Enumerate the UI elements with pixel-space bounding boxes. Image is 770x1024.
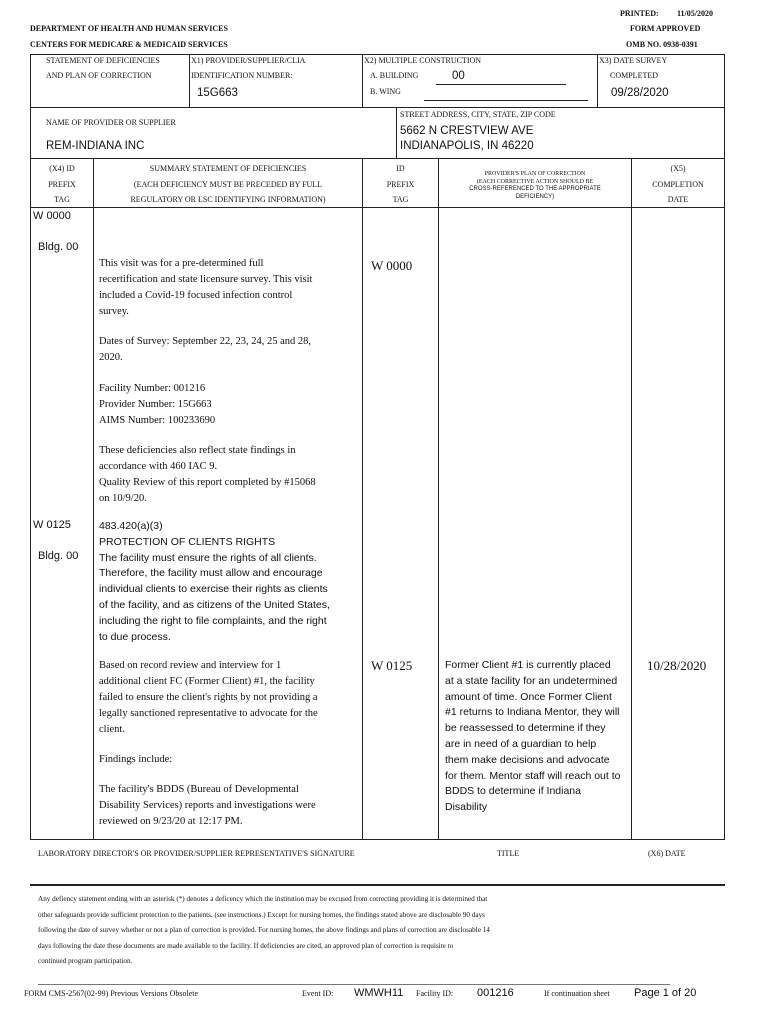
id-tag-w0000: W 0000 xyxy=(371,258,413,273)
disclosure-line-4: days following the date these documents are made available to the facility. If deficiencies are cited, an approved plan of correction is requisite to xyxy=(38,941,454,950)
plan-header-4: DEFICIENCY) xyxy=(515,193,555,200)
x5-header-3: DATE xyxy=(667,195,689,204)
department-title: DEPARTMENT OF HEALTH AND HUMAN SERVICES xyxy=(30,24,228,33)
facility-id-value: 001216 xyxy=(477,987,514,999)
state-findings: These deficiencies also reflect state findings in accordance with 460 IAC 9. xyxy=(99,445,296,472)
event-id-value: WMWH11 xyxy=(354,987,404,999)
x5-header-1: (X5) xyxy=(670,164,686,173)
plan-header-2: (EACH CORRECTIVE ACTION SHOULD BE xyxy=(476,178,594,185)
building-label: A. BUILDING xyxy=(370,71,419,80)
x1-label: X1) PROVIDER/SUPPLIER/CLIA xyxy=(191,56,306,65)
aims-number: AIMS Number: 100233690 xyxy=(99,415,216,426)
x3-label: X3) DATE SURVEY xyxy=(599,56,668,65)
building-tag-2: Bldg. 00 xyxy=(38,550,79,562)
survey-completed-date[interactable]: 09/28/2020 xyxy=(611,87,669,99)
date-label: (X6) DATE xyxy=(648,849,686,858)
form-number: FORM CMS-2567(02-99) Previous Versions Obsolete xyxy=(24,989,199,998)
finding-summary: Based on record review and interview for 1 additional client FC (Former Client) #1, the facility failed to ensure the client's rights by not providing a legally sanctioned representative to advocate for the client. xyxy=(99,660,318,735)
survey-description: This visit was for a pre-determined full recertification and state licensure survey. This visit included a Covid-19 focused infection control survey. xyxy=(99,258,313,317)
disclosure-line-5: continued program participation. xyxy=(38,957,133,966)
form-approved: FORM APPROVED xyxy=(630,24,701,33)
x1-label-2: IDENTIFICATION NUMBER: xyxy=(191,71,293,80)
disclosure-line-1: Any defiency statement ending with an asterisk (*) denotes a deficency which the institution may be excused from correcting providing it is determined that xyxy=(38,895,488,903)
quality-review: Quality Review of this report completed by #15068 on 10/9/20. xyxy=(99,477,316,504)
x4-header-3: TAG xyxy=(54,195,70,204)
regulation-title: PROTECTION OF CLIENTS RIGHTS xyxy=(99,535,276,548)
event-id-label: Event ID: xyxy=(302,989,334,998)
regulation-block xyxy=(99,519,337,645)
plan-header-1: PROVIDER'S PLAN OF CORRECTION xyxy=(484,171,586,177)
x2-label: X2) MULTIPLE CONSTRUCTION xyxy=(364,56,482,65)
x3-label-2: COMPLETED xyxy=(610,71,658,80)
deficiency-summary-1 xyxy=(99,256,321,507)
prefix-tag-w0125: W 0125 xyxy=(33,519,71,531)
survey-dates: Dates of Survey: September 22, 23, 24, 25 and 28, 2020. xyxy=(99,336,312,363)
page-number: Page 1 of 20 xyxy=(634,987,697,999)
completion-date: 10/28/2020 xyxy=(647,658,707,673)
printed-label: PRINTED: xyxy=(620,9,659,18)
id-header-2: PREFIX xyxy=(386,180,415,189)
findings-include: Findings include: xyxy=(99,754,173,765)
building-underline xyxy=(436,84,566,85)
plan-label: AND PLAN OF CORRECTION xyxy=(46,71,152,80)
signature-rule xyxy=(30,884,725,886)
regulation-text: The facility must ensure the rights of all clients. Therefore, the facility must allow and encourage individual clients to exercise their rights as clients of the facility, and as citizens of the United States, including the right to file complaints, and the right to due process. xyxy=(99,551,330,643)
summary-header-2: (EACH DEFICIENCY MUST BE PRECEDED BY FULL xyxy=(133,180,323,189)
statement-label: STATEMENT OF DEFICIENCIES xyxy=(46,56,160,65)
deficiency-summary-2 xyxy=(99,658,321,830)
signature-label: LABORATORY DIRECTOR'S OR PROVIDER/SUPPLIER REPRESENTATIVE'S SIGNATURE xyxy=(38,849,355,858)
wing-underline xyxy=(424,100,588,101)
provider-id-value[interactable]: 15G663 xyxy=(197,87,238,99)
continuation-label: If continuation sheet xyxy=(544,989,610,998)
id-header-3: TAG xyxy=(392,195,409,204)
plan-header-3: CROSS-REFERENCED TO THE APPROPRIATE xyxy=(469,186,601,192)
wing-label: B. WING xyxy=(370,87,401,96)
plan-header xyxy=(439,171,631,201)
address-line-1[interactable]: 5662 N CRESTVIEW AVE xyxy=(400,125,534,137)
id-header-1: ID xyxy=(396,164,405,173)
provider-number: Provider Number: 15G663 xyxy=(99,399,212,410)
x5-header-2: COMPLETION xyxy=(652,180,704,189)
omb-number: OMB NO. 0938-0391 xyxy=(626,40,698,49)
facility-number: Facility Number: 001216 xyxy=(99,383,206,394)
address-line-2[interactable]: INDIANAPOLIS, IN 46220 xyxy=(400,140,534,152)
building-tag-1: Bldg. 00 xyxy=(38,241,79,253)
printed-date: 11/05/2020 xyxy=(677,9,714,18)
footer-rule xyxy=(38,984,670,985)
x4-header-1: (X4) ID xyxy=(49,164,75,173)
x4-header-2: PREFIX xyxy=(48,180,76,189)
disclosure-notice xyxy=(38,892,718,970)
regulation-citation: 483.420(a)(3) xyxy=(99,520,163,532)
prefix-tag-w0000: W 0000 xyxy=(33,210,71,222)
plan-of-correction-text: Former Client #1 is currently placed at a state facility for an undetermined amount of time. Once Former Client #1 returns to Indiana Mentor, they will be reassessed to determine if they are in need of a guardian to help them make decisions and advocate for them. Mentor staff will reach out to BDDS to determine if Indiana Disability xyxy=(445,659,621,814)
provider-name-value[interactable]: REM-INDIANA INC xyxy=(46,140,145,152)
bdds-review: The facility's BDDS (Bureau of Developmental Disability Services) reports and investigations were reviewed on 9/23/20 at 12:17 PM. xyxy=(99,784,316,827)
address-label: STREET ADDRESS, CITY, STATE, ZIP CODE xyxy=(400,110,556,119)
id-tag-w0125: W 0125 xyxy=(371,658,413,673)
disclosure-line-2: other safeguards provide sufficient protection to the patients. (see instructions.) Except for nursing homes, the findings stated above are disclosable 90 days xyxy=(38,910,485,919)
building-value[interactable]: 00 xyxy=(452,70,465,82)
summary-header-1: SUMMARY STATEMENT OF DEFICIENCIES xyxy=(149,164,307,173)
provider-name-label: NAME OF PROVIDER OR SUPPLIER xyxy=(46,118,176,127)
disclosure-line-3: following the date of survey whether or not a plan of correction is provided. For nursing homes, the above findings and plans of correction are disclosable 14 xyxy=(38,926,490,935)
facility-id-label: Facility ID: xyxy=(416,989,454,998)
summary-header-3: REGULATORY OR LSC IDENTIFYING INFORMATION) xyxy=(130,195,326,204)
centers-title: CENTERS FOR MEDICARE & MEDICAID SERVICES xyxy=(30,40,228,49)
title-label: TITLE xyxy=(497,849,520,858)
